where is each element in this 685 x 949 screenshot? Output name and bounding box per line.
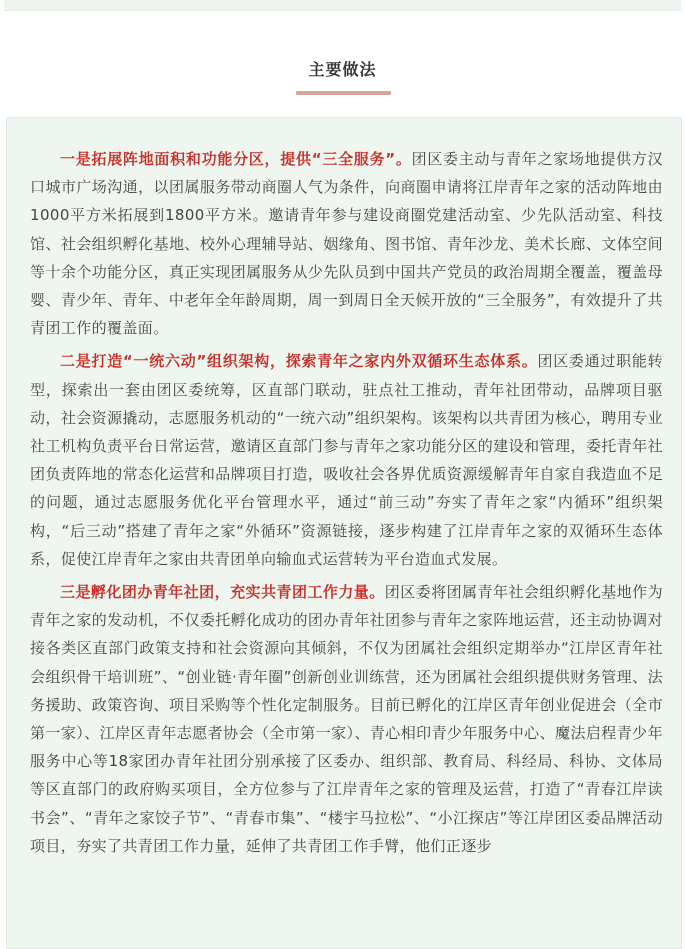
paragraph-2-body: 团区委通过职能转型，探索出一套由团区委统筹，区直部门联动，驻点社工推动，青年社团带动，品牌项目驱动，社会资源撬动，志愿服务机动的“一统六动”组织架构。该架构以共青团为核心，聘用专业社工机构负责平台日常运营，邀请区直部门参与青年之家功能分区的建设和管理，委托青年社团负责阵地的常态化运营和品牌项目打造，吸收社会各界优质资源缓解青年自家自我造血不足的问题，通过志愿服务优化平台管理水平，通过“前三动”夯实了青年之家“内循环”组织架构，“后三动”搭建了青年之家“外循环”资源链接，逐步构建了江岸青年之家的双循环生态体系，促使江岸青年之家由共青团单向输血式运营转为平台造血式发展。 [30,352,664,568]
paragraph-2-lead: 二是打造“一统六动”组织架构，探索青年之家内外双循环生态体系。 [60,352,538,371]
title-underline [296,91,391,95]
paragraph-3-body: 团区委将团属青年社会组织孵化基地作为青年之家的发动机，不仅委托孵化成功的团办青年社团参与青年之家阵地运营，还主动协调对接各类区直部门政策支持和社会资源向其倾斜，不仅为团属社会组织定期举办“江岸区青年社会组织骨干培训班”、“创业链·青年圈”创新创业训练营，还为团属社会组织提供财务管理、法务援助、政策咨询、项目采购等个性化定制服务。目前已孵化的江岸区青年创业促进会（全市第一家）、江岸区青年志愿者协会（全市第一家）、青心相印青少年服务中心、魔法启程青少年服务中心等18家团办青年社团分别承接了区委办、组织部、教育局、科经局、科协、文体局等区直部门的政府购买项目，全方位参与了江岸青年之家的管理及运营，打造了“青春江岸读书会”、“青年之家饺子节”、“青春市集”、“楼宇马拉松”、“小江探店”等江岸团区委品牌活动项目，夯实了共青团工作力量，延伸了共青团工作手臂，他们正逐步 [30,583,664,855]
paragraph-1-body: 团区委主动与青年之家场地提供方汉口城市广场沟通，以团属服务带动商圈人气为条件，向商圈申请将江岸青年之家的活动阵地由1000平方米拓展到1800平方米。邀请青年参与建设商圈党建活动室、少先队活动室、科技馆、社会组织孵化基地、校外心理辅导站、姻缘角、图书馆、青年沙龙、美术长廊、文体空间等十余个功能分区，真正实现团属服务从少先队员到中国共产党员的政治周期全覆盖，覆盖母婴、青少年、青年、中老年全年龄周期，周一到周日全天候开放的“三全服务”，有效提升了共青团工作的覆盖面。 [30,150,663,338]
article-body [30,145,663,860]
paragraph-3-lead: 三是孵化团办青年社团，充实共青团工作力量。 [60,583,385,602]
paragraph-1-lead: 一是拓展阵地面积和功能分区，提供“三全服务”。 [60,150,412,168]
top-strip [4,0,681,11]
section-title: 主要做法 [308,60,377,79]
paragraph-3 [30,578,663,860]
paragraph-2 [30,347,663,573]
paragraph-1 [30,145,663,342]
section-header [0,56,685,84]
